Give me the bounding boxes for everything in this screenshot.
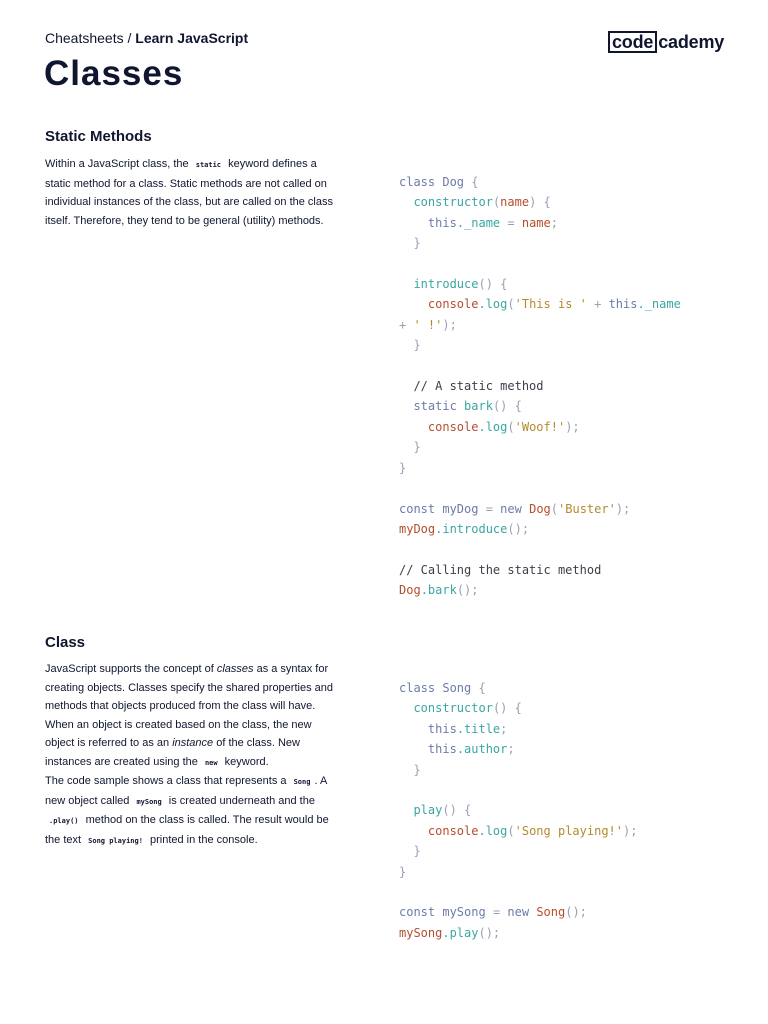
codecademy-logo[interactable] [608,31,724,53]
page-title: Classes [44,54,184,93]
breadcrumb-link-learn-javascript[interactable]: Learn JavaScript [135,30,249,46]
desc-text: Within a JavaScript class, the [45,158,192,170]
class-description-paragraph-1: JavaScript supports the concept of classes as a syntax for creating objects. Classes specify the shared properties and methods that objects produced from the class will have. [45,663,333,712]
logo-code-text: code [608,31,657,53]
inline-code-play: .play() [49,817,79,825]
code-block-class: class Song { constructor() { this.title; this.author; } play() { console.log('Song playing!'); } } const mySong = new Song(); mySong.play(); [399,681,638,940]
inline-code-song: Song [293,778,311,786]
desc-text: keyword defines a static method for a class. Static methods are not called on individual instances of the class, but are called on the class itself. Therefore, they tend to be general (utility) methods. [45,158,333,227]
class-description-paragraph-2: When an object is created based on the class, the new object is referred to as an instance of the class. New instances are created using the new keyword. [45,718,312,768]
inline-code-new: new [204,758,218,767]
class-description [45,660,335,850]
breadcrumb-separator: / [123,30,136,46]
breadcrumb [45,29,248,47]
logo-cademy-text: cademy [658,32,725,52]
code-block-static-methods: class Dog { constructor(name) { this._name = name; } introduce() { console.log('This is ' + this._name + ' !'); } // A static method static bark() { console.log('Woof!'); } } const myDog = new Dog('Buster'); myDog.introduce(); // Calling the static method Dog.bark(); [399,175,681,598]
class-description-paragraph-3: The code sample shows a class that represents a Song . A new object called mySong is created underneath and the .play() method on the class is called. The result would be the text Song playing! printed in the console. [45,775,329,846]
section-title-class: Class [45,634,86,651]
inline-code-static: static [195,161,222,169]
section-title-static-methods: Static Methods [45,128,152,145]
inline-code-song-playing: Song playing! [88,836,143,845]
static-methods-description [45,155,335,230]
breadcrumb-link-cheatsheets[interactable]: Cheatsheets [45,30,124,46]
inline-code-mysong: mySong [136,797,162,806]
